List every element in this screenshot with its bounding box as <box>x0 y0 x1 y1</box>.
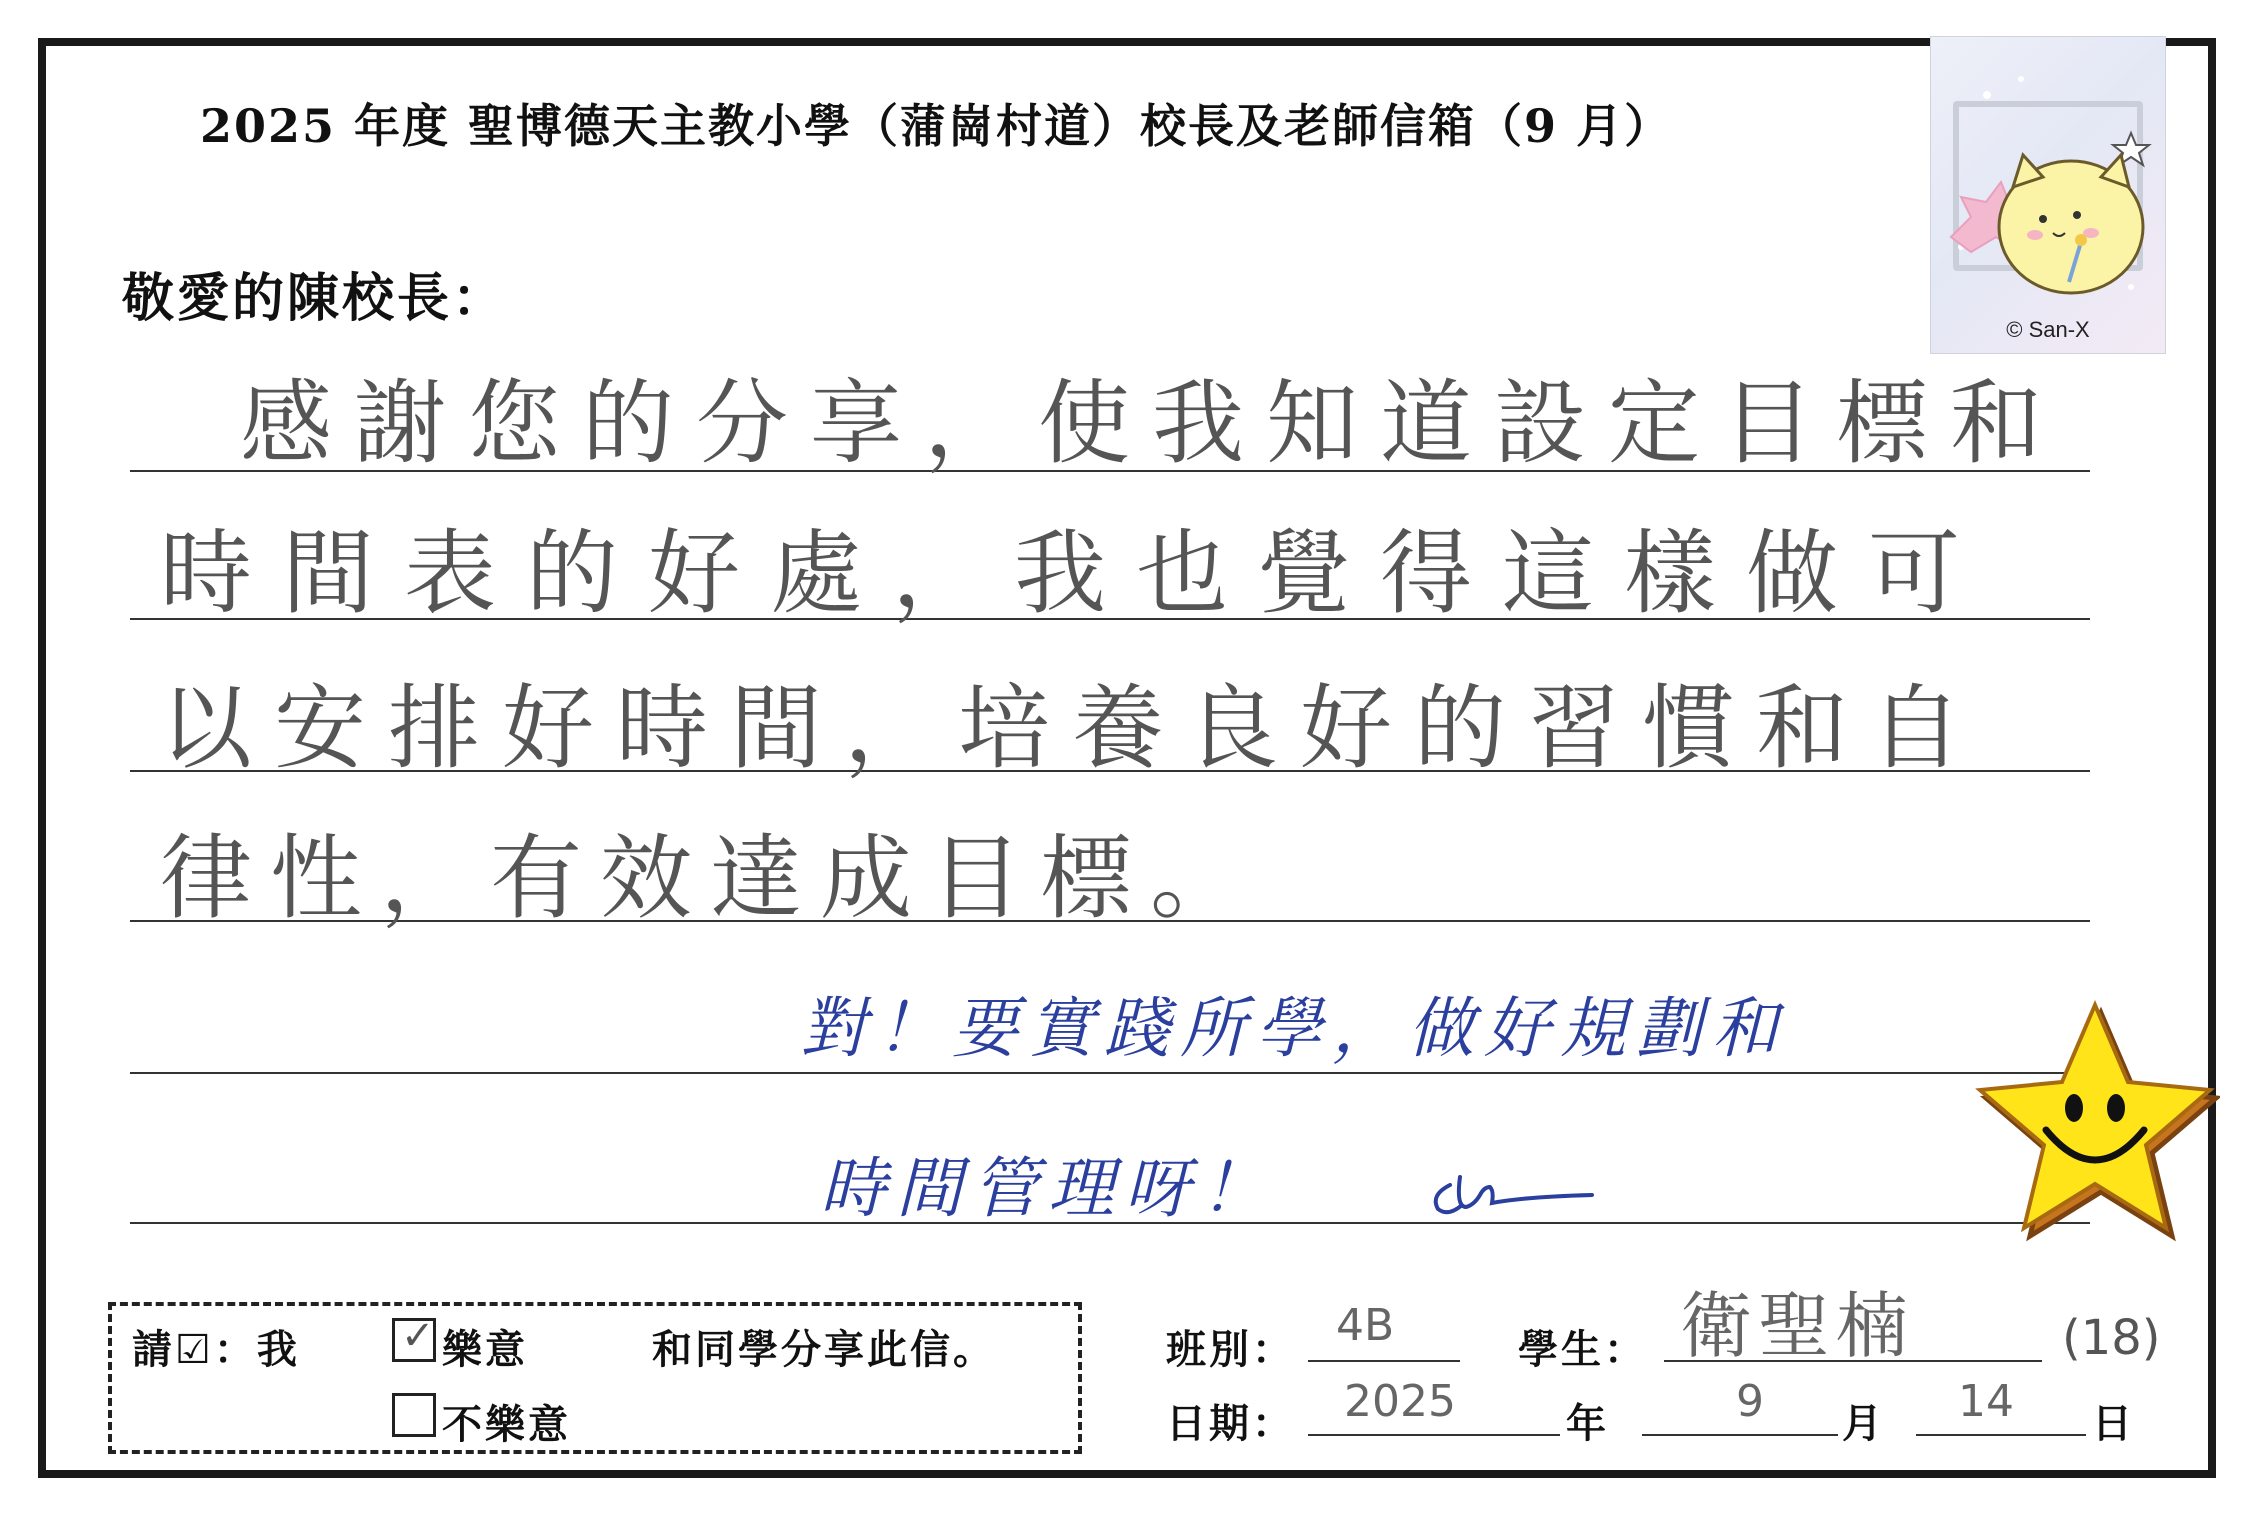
day-value: 14 <box>1958 1376 2014 1427</box>
page-title: 2025 年度 聖博德天主教小學（蒲崗村道）校長及老師信箱（9 月） <box>200 99 1673 153</box>
letter-line: 時間表的好處，我也覺得這樣做可 <box>160 520 1991 627</box>
date-label: 日期： <box>1166 1401 1295 1447</box>
year-underline <box>1308 1434 1560 1436</box>
ruled-line <box>130 1072 2090 1074</box>
class-underline <box>1308 1360 1460 1362</box>
day-unit: 日 <box>2092 1401 2135 1447</box>
consent-no-label: 不樂意 <box>442 1402 571 1448</box>
consent-yes-checkbox[interactable] <box>392 1313 436 1362</box>
month-value: 9 <box>1736 1376 1764 1427</box>
copyright-text: © San-X <box>2006 317 2090 342</box>
signature-icon <box>1420 1165 1620 1225</box>
smiley-star-icon <box>1970 1000 2220 1250</box>
cat-sticker-icon <box>1931 37 2166 354</box>
class-label: 班別： <box>1166 1327 1295 1373</box>
day-underline <box>1916 1434 2086 1436</box>
month-underline <box>1642 1434 1838 1436</box>
consent-yes-label: 樂意 <box>442 1327 528 1373</box>
cat-sticker <box>1930 36 2166 354</box>
year-value: 2025 <box>1344 1376 1456 1427</box>
student-value: 衛聖楠 <box>1680 1284 1915 1368</box>
year-unit: 年 <box>1566 1401 1609 1447</box>
consent-suffix: 和同學分享此信。 <box>652 1327 996 1373</box>
letter-line: 感謝您的分享，使我知道設定目標和 <box>240 370 2065 477</box>
check-mark-icon: ✓ <box>401 1313 435 1359</box>
month-unit: 月 <box>1842 1401 1885 1447</box>
reply-line: 對！要實踐所學，做好規劃和 <box>800 990 1788 1067</box>
reply-line: 時間管理呀！ <box>820 1150 1276 1227</box>
student-underline <box>1664 1360 2042 1362</box>
letter-line: 律性，有效達成目標。 <box>160 825 1261 932</box>
student-number: (18) <box>2062 1310 2161 1366</box>
class-value: 4B <box>1336 1300 1395 1351</box>
consent-no-checkbox[interactable] <box>392 1393 436 1437</box>
letter-line: 以安排好時間，培養良好的習慣和自 <box>160 675 1985 782</box>
consent-prefix: 請☑：我 <box>132 1327 300 1373</box>
salutation: 敬愛的陳校長： <box>122 269 508 329</box>
student-label: 學生： <box>1518 1327 1647 1373</box>
